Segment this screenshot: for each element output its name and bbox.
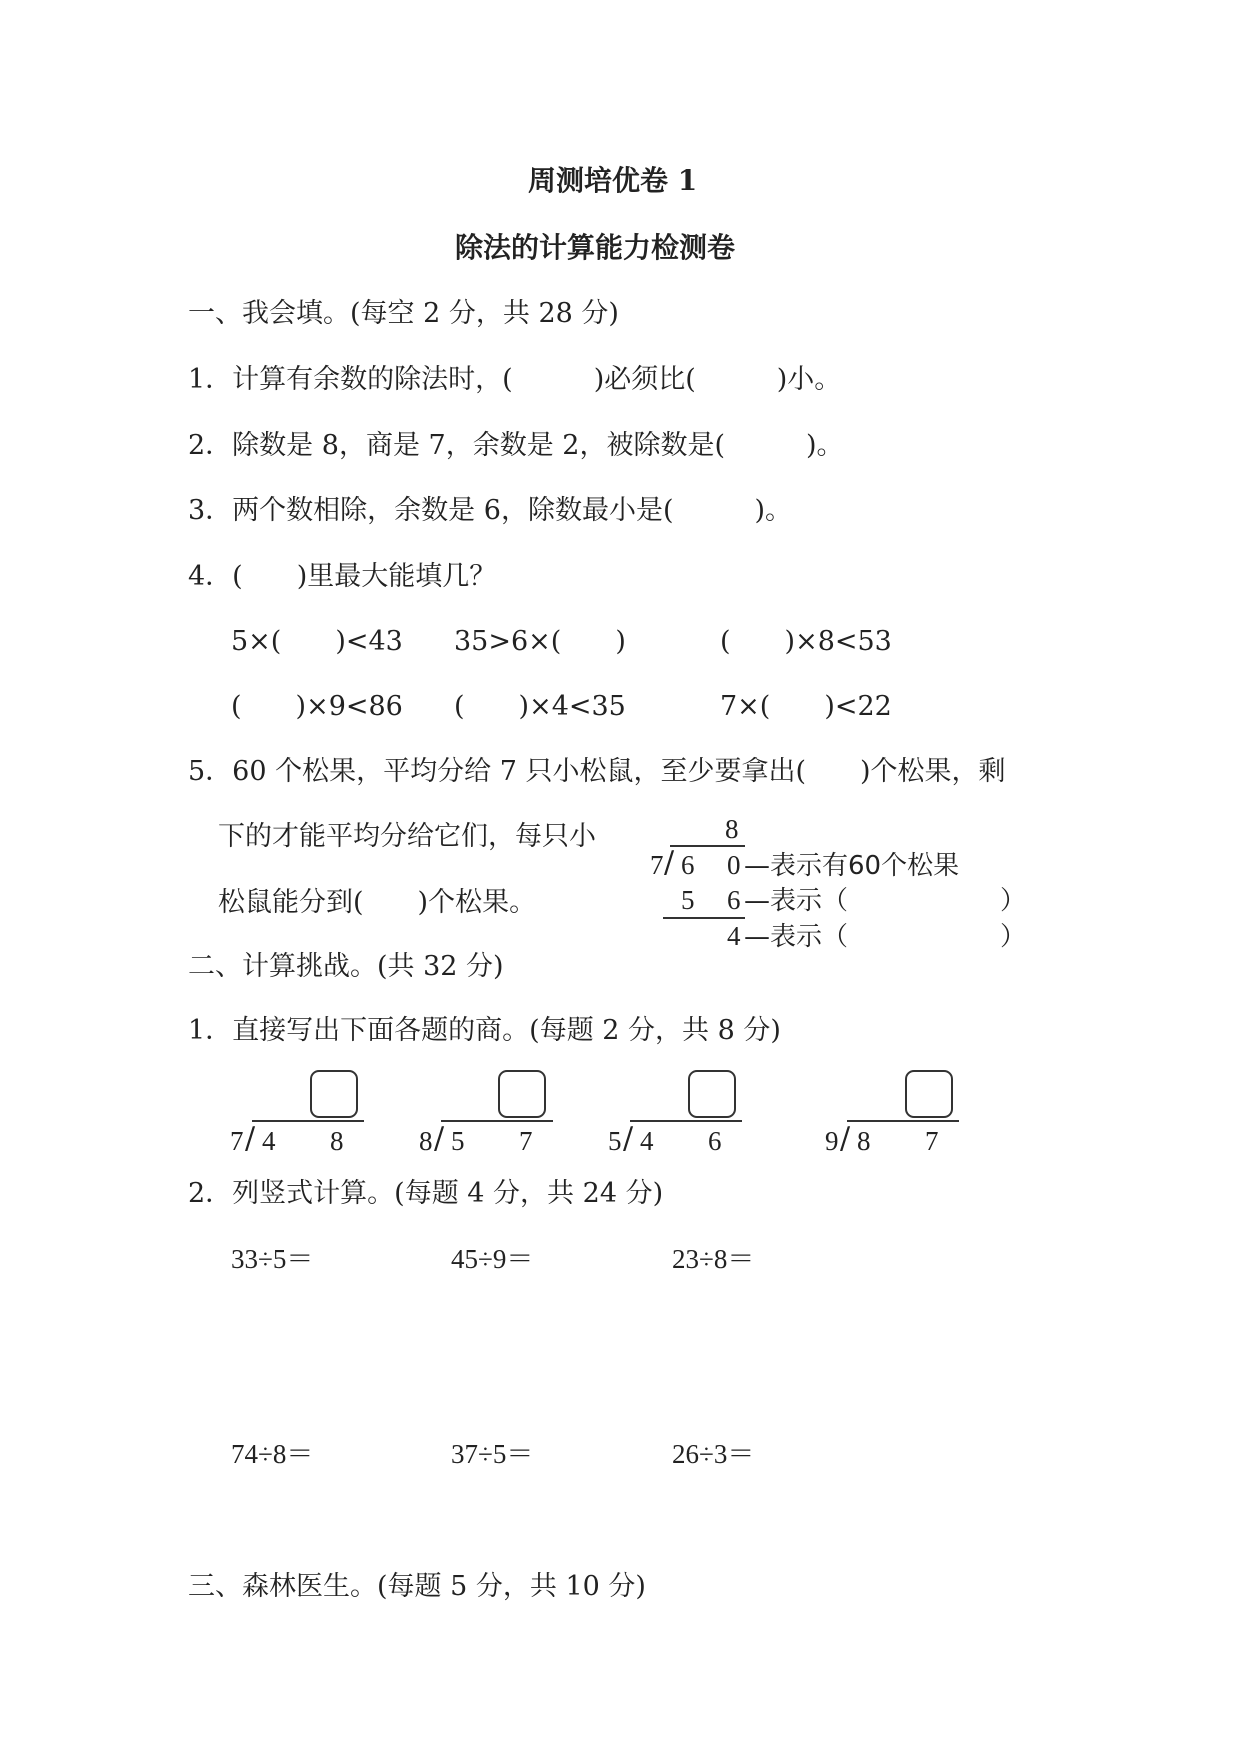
division-bracket: /	[245, 1121, 256, 1156]
division-bar	[441, 1120, 553, 1122]
worksheet-subtitle: 除法的计算能力检测卷	[455, 231, 736, 264]
division-note-product: —表示（	[744, 886, 849, 916]
division-bracket: /	[623, 1121, 634, 1156]
division-note-product-close: ）	[1000, 886, 1027, 916]
division-dividend-ones: 6	[708, 1126, 722, 1156]
division-dividend-ones: 7	[519, 1126, 533, 1156]
division-bracket: /	[664, 845, 675, 880]
answer-box[interactable]	[310, 1070, 358, 1118]
division-divisor: 5	[608, 1126, 622, 1156]
vertical-calc-item: 37÷5＝	[451, 1439, 534, 1469]
question-1-3: 3．两个数相除，余数是 6，除数最小是( )。	[188, 495, 793, 526]
division-divisor: 8	[419, 1126, 433, 1156]
section2-heading: 二、计算挑战。(共 32 分)	[188, 951, 504, 982]
section3-heading: 三、森林医生。(每题 5 分，共 10 分)	[188, 1571, 646, 1602]
question-2-1: 1．直接写出下面各题的商。(每题 2 分，共 8 分)	[188, 1015, 781, 1046]
division-divisor: 9	[825, 1126, 839, 1156]
division-dividend-tens: 6	[681, 850, 695, 880]
division-dividend-ones: 8	[330, 1126, 344, 1156]
question-1-4: 4．( )里最大能填几？	[188, 561, 497, 592]
question-1-1: 1．计算有余数的除法时，( )必须比( )小。	[188, 364, 842, 395]
answer-box[interactable]	[498, 1070, 546, 1118]
division-dividend-ones: 7	[925, 1126, 939, 1156]
division-note-remainder: —表示（	[744, 922, 849, 952]
section1-heading: 一、我会填。(每空 2 分，共 28 分)	[188, 298, 619, 329]
division-divisor: 7	[230, 1126, 244, 1156]
answer-box[interactable]	[688, 1070, 736, 1118]
division-product-ones: 6	[727, 885, 741, 915]
division-bar	[847, 1120, 959, 1122]
worksheet-title: 周测培优卷 1	[528, 164, 698, 197]
division-dividend-tens: 8	[857, 1126, 871, 1156]
q4-item: ( )×4<35	[454, 691, 626, 722]
q4-item: 7×( )<22	[720, 691, 892, 722]
division-product-tens: 5	[681, 885, 695, 915]
vertical-calc-item: 26÷3＝	[672, 1439, 755, 1469]
answer-box[interactable]	[905, 1070, 953, 1118]
division-quotient: 8	[725, 814, 739, 844]
question-1-5-line2: 下的才能平均分给它们，每只小	[218, 821, 596, 852]
division-dividend-tens: 4	[640, 1126, 654, 1156]
q4-item: ( )×8<53	[720, 626, 892, 657]
question-1-5-line3: 松鼠能分到( )个松果。	[218, 887, 537, 918]
division-note-dividend: —表示有60个松果	[744, 851, 960, 881]
vertical-calc-item: 33÷5＝	[231, 1244, 314, 1274]
q4-item: 35>6×( )	[454, 626, 626, 657]
division-bracket: /	[840, 1121, 851, 1156]
division-bar	[252, 1120, 364, 1122]
vertical-calc-item: 74÷8＝	[231, 1439, 314, 1469]
division-bracket: /	[434, 1121, 445, 1156]
division-remainder: 4	[727, 921, 741, 951]
division-dividend-ones: 0	[727, 850, 741, 880]
question-1-5-line1: 5．60 个松果，平均分给 7 只小松鼠，至少要拿出( )个松果，剩	[188, 756, 1006, 787]
division-dividend-tens: 4	[262, 1126, 276, 1156]
vertical-calc-item: 23÷8＝	[672, 1244, 755, 1274]
division-dividend-tens: 5	[451, 1126, 465, 1156]
division-note-remainder-close: ）	[1000, 922, 1027, 952]
q4-item: ( )×9<86	[231, 691, 403, 722]
vertical-calc-item: 45÷9＝	[451, 1244, 534, 1274]
division-bar	[670, 845, 745, 847]
question-2-2: 2．列竖式计算。(每题 4 分，共 24 分)	[188, 1178, 664, 1209]
division-bar	[630, 1120, 742, 1122]
q4-item: 5×( )<43	[231, 626, 403, 657]
question-1-2: 2．除数是 8，商是 7，余数是 2，被除数是( )。	[188, 430, 844, 461]
division-divisor: 7	[650, 850, 664, 880]
